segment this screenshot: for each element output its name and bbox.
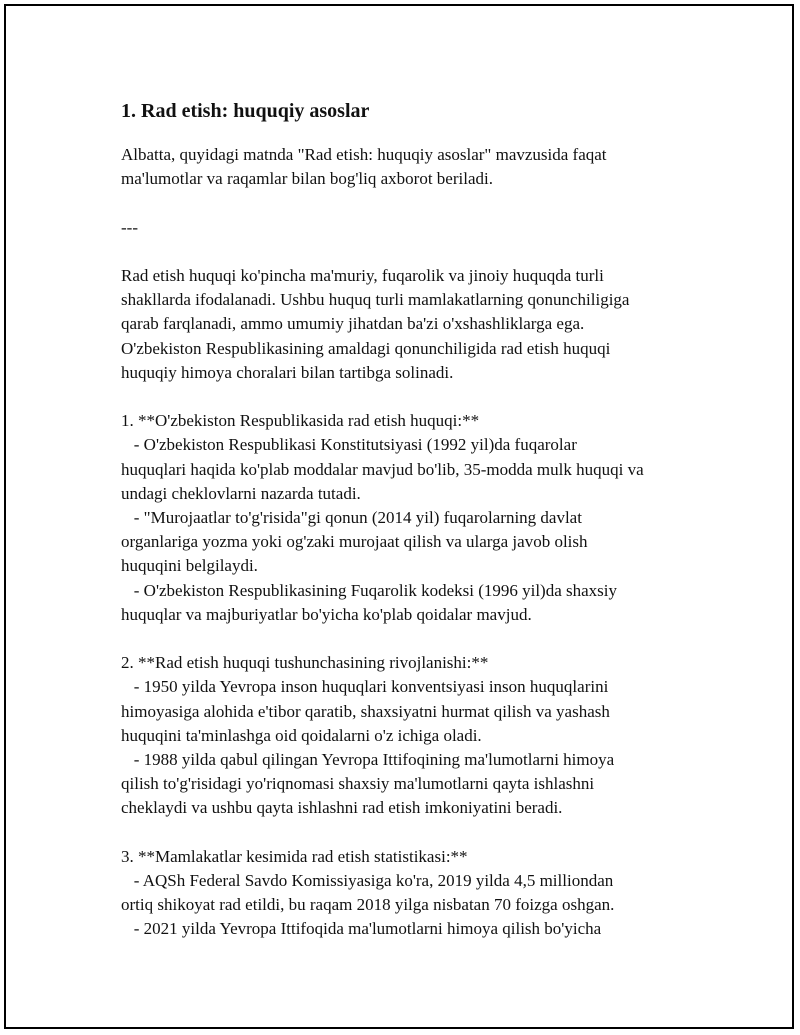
section-1-item: - O'zbekiston Respublikasi Konstitutsiyasi (1992 yil)da fuqarolar huquqlari haqida ko'plab moddalar mavjud bo'lib, 35-modda mulk huquqi va undagi cheklovlarni nazarda tutadi.: [121, 435, 644, 503]
spacer: [121, 627, 701, 651]
section-1-heading: 1. **O'zbekiston Respublikasida rad etish huquqi:**: [121, 411, 480, 431]
section-3-item: - 2021 yilda Yevropa Ittifoqida ma'lumotlarni himoya qilish bo'yicha: [121, 919, 602, 939]
section-1-item: - "Murojaatlar to'g'risida"gi qonun (2014 yil) fuqarolarning davlat organlariga yozma yoki og'zaki murojaat qilish va ularga javob olish huquqini belgilaydi.: [121, 508, 588, 576]
document-content: [121, 99, 701, 942]
section-2-item: - 1988 yilda qabul qilingan Yevropa Ittifoqining ma'lumotlarni himoya qilish to'g'risidagi yo'riqnomasi shaxsiy ma'lumotlarni qayta ishlashni cheklaydi va ushbu qayta ishlashni rad etish imkoniyatini beradi.: [121, 750, 615, 818]
section-2-heading: 2. **Rad etish huquqi tushunchasining rivojlanishi:**: [121, 653, 489, 673]
document-title: 1. Rad etish: huquqiy asoslar: [121, 100, 370, 122]
separator-text: ---: [121, 217, 138, 237]
section-2-item: - 1950 yilda Yevropa inson huquqlari konventsiyasi inson huquqlarini himoyasiga alohida e'tibor qaratib, shaxsiyatni hurmat qilish va yashash huquqini ta'minlashga oid qoidalarni o'z ichiga oladi.: [121, 677, 610, 745]
spacer: [121, 191, 701, 215]
section-3-heading: 3. **Mamlakatlar kesimida rad etish statistikasi:**: [121, 846, 468, 866]
body-paragraph: Rad etish huquqi ko'pincha ma'muriy, fuqarolik va jinoiy huquqda turli shakllarda ifodalanadi. Ushbu huquq turli mamlakatlarning qonunchiligiga qarab farqlanadi, ammo umumiy jihatdan ba'zi o'xshashliklarga ega. O'zbekiston Respublikasining amaldagi qonunchiligida rad etish huquqi huquqiy himoya choralari bilan tartibga solinadi.: [121, 265, 630, 382]
section-3-item: - AQSh Federal Savdo Komissiyasiga ko'ra, 2019 yilda 4,5 milliondan ortiq shikoyat rad etildi, bu raqam 2018 yilga nisbatan 70 foizga oshgan.: [121, 871, 615, 915]
document-page: [4, 4, 794, 1029]
spacer: [121, 821, 701, 845]
spacer: [121, 385, 701, 409]
intro-paragraph: Albatta, quyidagi matnda "Rad etish: huquqiy asoslar" mavzusida faqat ma'lumotlar va raqamlar bilan bog'liq axborot beriladi.: [121, 145, 607, 189]
spacer: [121, 240, 701, 264]
section-1-item: - O'zbekiston Respublikasining Fuqarolik kodeksi (1996 yil)da shaxsiy huquqlar va majburiyatlar bo'yicha ko'plab qoidalar mavjud.: [121, 580, 618, 624]
